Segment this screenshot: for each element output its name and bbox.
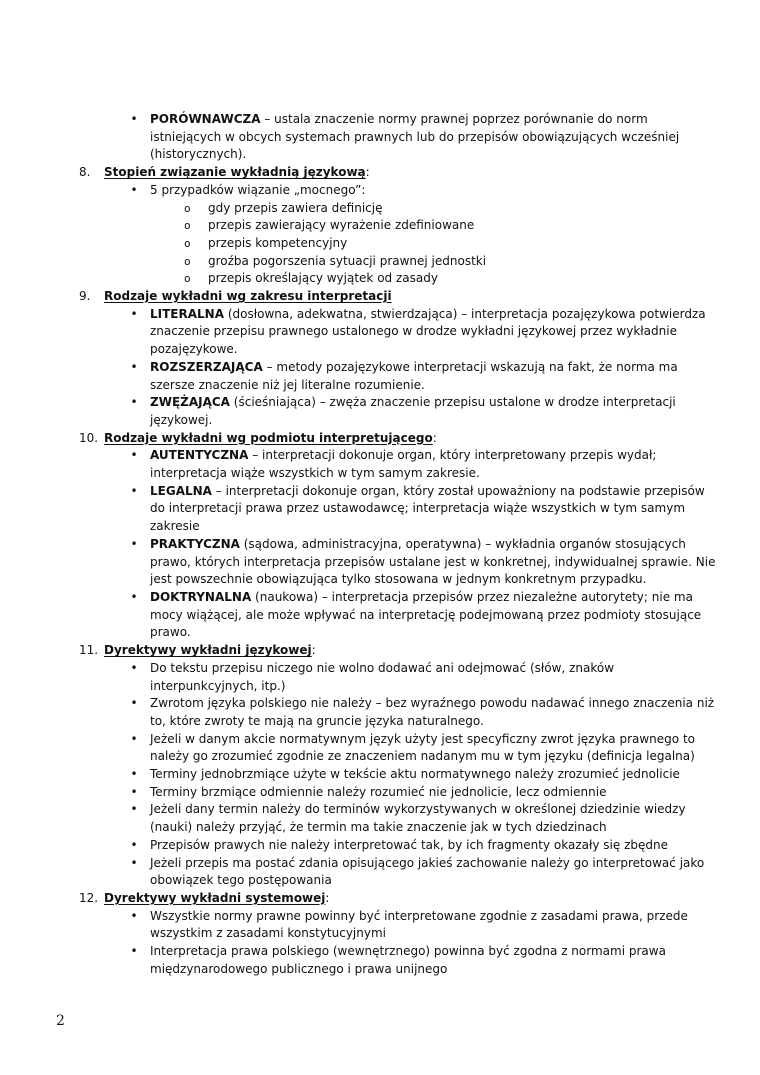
section-number: 8. [79, 165, 91, 180]
circle-bullet-icon: o [184, 254, 191, 268]
bullet-icon: • [130, 182, 138, 197]
sub-list-item [0, 200, 760, 218]
document-body [0, 111, 760, 978]
section-number: 12. [79, 890, 99, 905]
bullet-icon: • [130, 306, 138, 321]
bullet-text: 5 przypadków wiązanie „mocnego”: [150, 182, 366, 197]
bullet-text: (naukowa) – interpretacja przepisów przez niezależne autorytety; nie ma mocy wiążącej, ale może wpływać na interpretację podejmowaną przez podmioty stosujące prawo. [150, 589, 702, 640]
section-number: 10. [79, 430, 99, 445]
bullet-text: – interpretacji dokonuje organ, który interpretowany przepis wydał; interpretacja wiąże wszystkich w tym samym zakresie. [150, 448, 657, 481]
bullet-term: LITERALNA [150, 306, 224, 321]
bullet-item [0, 359, 760, 394]
sub-item-text: gdy przepis zawiera definicję [208, 200, 383, 215]
bullet-icon: • [130, 448, 138, 463]
bullet-icon: • [130, 731, 138, 746]
section-number: 9. [79, 289, 91, 304]
sub-item-text: przepis kompetencyjny [208, 235, 348, 250]
bullet-icon: • [130, 696, 138, 711]
bullet-item [0, 766, 760, 784]
bullet-icon: • [130, 802, 138, 817]
bullet-text: Przepisów prawych nie należy interpretować tak, by ich fragmenty okazały się zbędne [150, 837, 668, 852]
section-heading [0, 890, 760, 908]
sub-list-item [0, 270, 760, 288]
bullet-item [0, 784, 760, 802]
bullet-term: ROZSZERZAJĄCA [150, 359, 263, 374]
section-number: 11. [79, 643, 99, 658]
sub-list-item [0, 217, 760, 235]
page-number: 2 [56, 1013, 65, 1029]
bullet-icon: • [130, 589, 138, 604]
section-heading [0, 430, 760, 448]
bullet-item [0, 394, 760, 429]
sub-item-text: przepis określający wyjątek od zasady [208, 271, 438, 286]
bullet-item [0, 660, 760, 695]
bullet-icon: • [130, 767, 138, 782]
bullet-icon: • [130, 784, 138, 799]
bullet-item [0, 182, 760, 200]
bullet-icon: • [130, 908, 138, 923]
bullet-item [0, 589, 760, 642]
section-title: Rodzaje wykładni wg zakresu interpretacji [104, 289, 392, 304]
section-heading [0, 164, 760, 182]
bullet-text: Jeżeli w danym akcie normatywnym język użyty jest specyficzny zwrot języka prawnego to należy go zrozumieć zgodnie ze znaczeniem nadanym mu w tym języku (definicja legalna) [150, 731, 695, 764]
bullet-text: Zwrotom języka polskiego nie należy – bez wyraźnego powodu nadawać innego znaczenia niż to, które zwroty te mają na gruncie języka naturalnego. [150, 696, 715, 728]
bullet-text: (dosłowna, adekwatna, stwierdzająca) – interpretacja pozajęzykowa potwierdza znaczenie przepisu prawnego ustalonego w drodze wykładni językowej przez wykładnie pozajęzykowe. [150, 306, 706, 357]
bullet-item [0, 695, 760, 730]
bullet-text: Jeżeli dany termin należy do terminów wykorzystywanych w określonej dziedzinie wiedzy (nauki) należy przyjąć, że termin ma takie znaczenie jak w tych dziedzinach [150, 802, 686, 835]
bullet-icon: • [130, 483, 138, 498]
bullet-text: – interpretacji dokonuje organ, który został upoważniony na podstawie przepisów do interpretacji prawa przez ustawodawcę; interpretacja wiąże wszystkich w tym samym zakresie [150, 483, 705, 534]
bullet-item [0, 111, 760, 164]
bullet-item [0, 447, 760, 482]
bullet-item [0, 908, 760, 943]
bullet-icon: • [130, 112, 138, 126]
bullet-text: Wszystkie normy prawne powinny być interpretowane zgodnie z zasadami prawa, przede wszystkim z zasadami konstytucyjnymi [150, 908, 688, 941]
bullet-text: Terminy brzmiące odmiennie należy rozumieć nie jednolicie, lecz odmiennie [150, 784, 607, 799]
section-heading [0, 642, 760, 660]
section-colon: : [325, 890, 330, 905]
bullet-icon: • [130, 837, 138, 852]
sub-item-text: groźba pogorszenia sytuacji prawnej jednostki [208, 253, 487, 268]
sub-list-item [0, 235, 760, 253]
bullet-term: PORÓWNAWCZA [150, 112, 261, 126]
section-colon: : [311, 643, 316, 658]
bullet-text: Interpretacja prawa polskiego (wewnętrznego) powinna być zgodna z normami prawa międzynarodowego publicznego i prawa unijnego [150, 944, 666, 976]
sub-item-text: przepis zawierający wyrażenie zdefiniowane [208, 218, 475, 233]
bullet-text: Terminy jednobrzmiące użyte w tekście aktu normatywnego należy zrozumieć jednolicie [150, 767, 680, 782]
bullet-item [0, 855, 760, 890]
section-title: Dyrektywy wykładni systemowej [104, 890, 326, 905]
bullet-text: (sądowa, administracyjna, operatywna) – wykładnia organów stosujących prawo, których interpretacja przepisów ustalane jest w konkretnej, indywidualnej sprawie. Nie jest powszechnie obowiązująca tylko stosowana w jednym konkretnym przypadku. [150, 536, 716, 587]
bullet-item [0, 536, 760, 589]
bullet-item [0, 731, 760, 766]
bullet-icon: • [130, 660, 138, 675]
section-title: Stopień związanie wykładnią językową [104, 165, 366, 180]
section-colon: : [365, 165, 370, 180]
bullet-icon: • [130, 536, 138, 551]
bullet-item [0, 306, 760, 359]
circle-bullet-icon: o [184, 219, 191, 233]
bullet-term: AUTENTYCZNA [150, 448, 249, 463]
bullet-icon: • [130, 395, 138, 410]
bullet-icon: • [130, 944, 138, 959]
bullet-text: Do tekstu przepisu niczego nie wolno dodawać ani odejmować (słów, znaków interpunkcyjnych, itp.) [150, 660, 615, 693]
section-title: Dyrektywy wykładni językowej [104, 643, 312, 658]
bullet-text: – ustala znaczenie normy prawnej poprzez porównanie do norm istniejących w obcych systemach prawnych lub do przepisów obowiązujących wcześniej (historycznych). [150, 112, 680, 162]
circle-bullet-icon: o [184, 201, 191, 215]
bullet-term: ZWĘŻAJĄCA [150, 395, 230, 410]
bullet-item [0, 801, 760, 836]
section-colon: : [432, 430, 437, 445]
bullet-text: (ścieśniająca) – zwęża znaczenie przepisu ustalone w drodze interpretacji językowej. [150, 395, 676, 427]
circle-bullet-icon: o [184, 236, 191, 250]
bullet-item [0, 483, 760, 536]
section-title: Rodzaje wykładni wg podmiotu interpretującego [104, 430, 433, 445]
bullet-term: PRAKTYCZNA [150, 536, 240, 551]
bullet-item [0, 943, 760, 978]
bullet-text: – metody pozajęzykowe interpretacji wskazują na fakt, że norma ma szersze znaczenie niż jej literalne rozumienie. [150, 359, 678, 392]
bullet-text: Jeżeli przepis ma postać zdania opisującego jakieś zachowanie należy go interpretować jako obowiązek tego postępowania [150, 855, 705, 888]
bullet-icon: • [130, 855, 138, 870]
bullet-item [0, 837, 760, 855]
bullet-term: LEGALNA [150, 483, 212, 498]
bullet-term: DOKTRYNALNA [150, 589, 252, 604]
circle-bullet-icon: o [184, 272, 191, 286]
sub-list-item [0, 253, 760, 271]
bullet-icon: • [130, 359, 138, 374]
section-heading [0, 288, 760, 306]
